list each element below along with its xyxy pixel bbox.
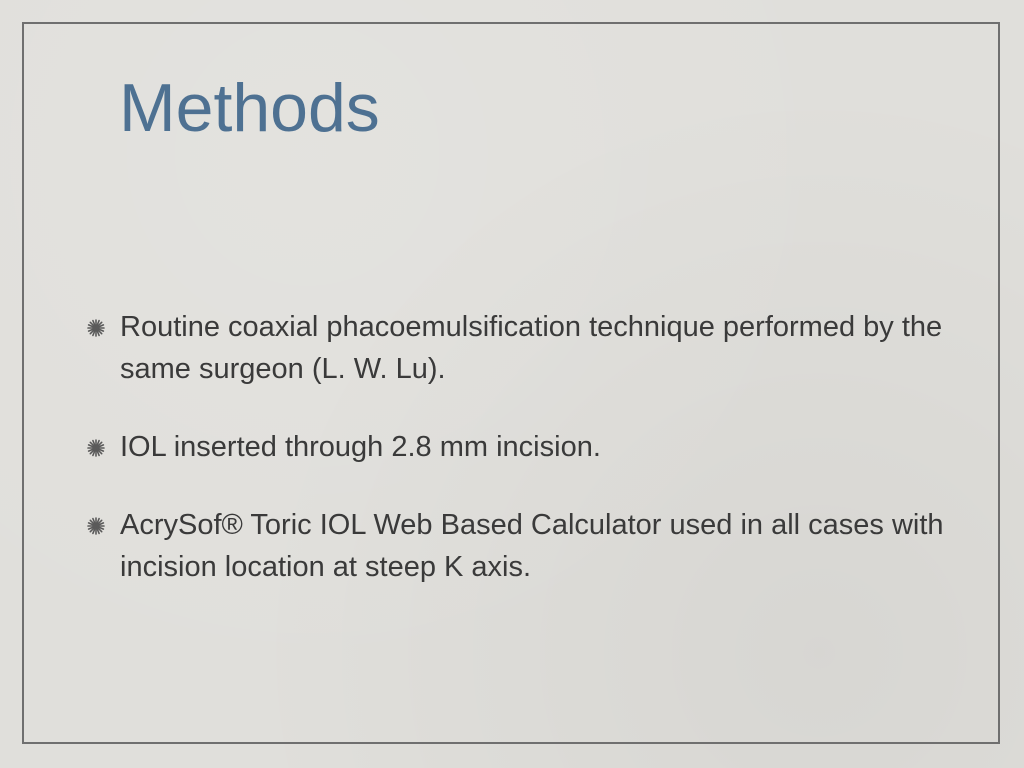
bullet-text: Routine coaxial phacoemulsification technique performed by the same surgeon (L. W. Lu). [120, 311, 943, 385]
bullet-item [86, 426, 956, 468]
bullet-text: IOL inserted through 2.8 mm incision. [120, 431, 601, 463]
bullet-item [86, 504, 956, 588]
bullet-item [86, 306, 956, 390]
asterisk-burst-icon [86, 318, 106, 338]
asterisk-burst-icon [86, 438, 106, 458]
bullet-text: AcrySof® Toric IOL Web Based Calculator used in all cases with incision location at steep K axis. [120, 509, 944, 583]
slide-title: Methods [119, 70, 380, 146]
bullet-list [86, 306, 956, 624]
asterisk-burst-icon [86, 516, 106, 536]
